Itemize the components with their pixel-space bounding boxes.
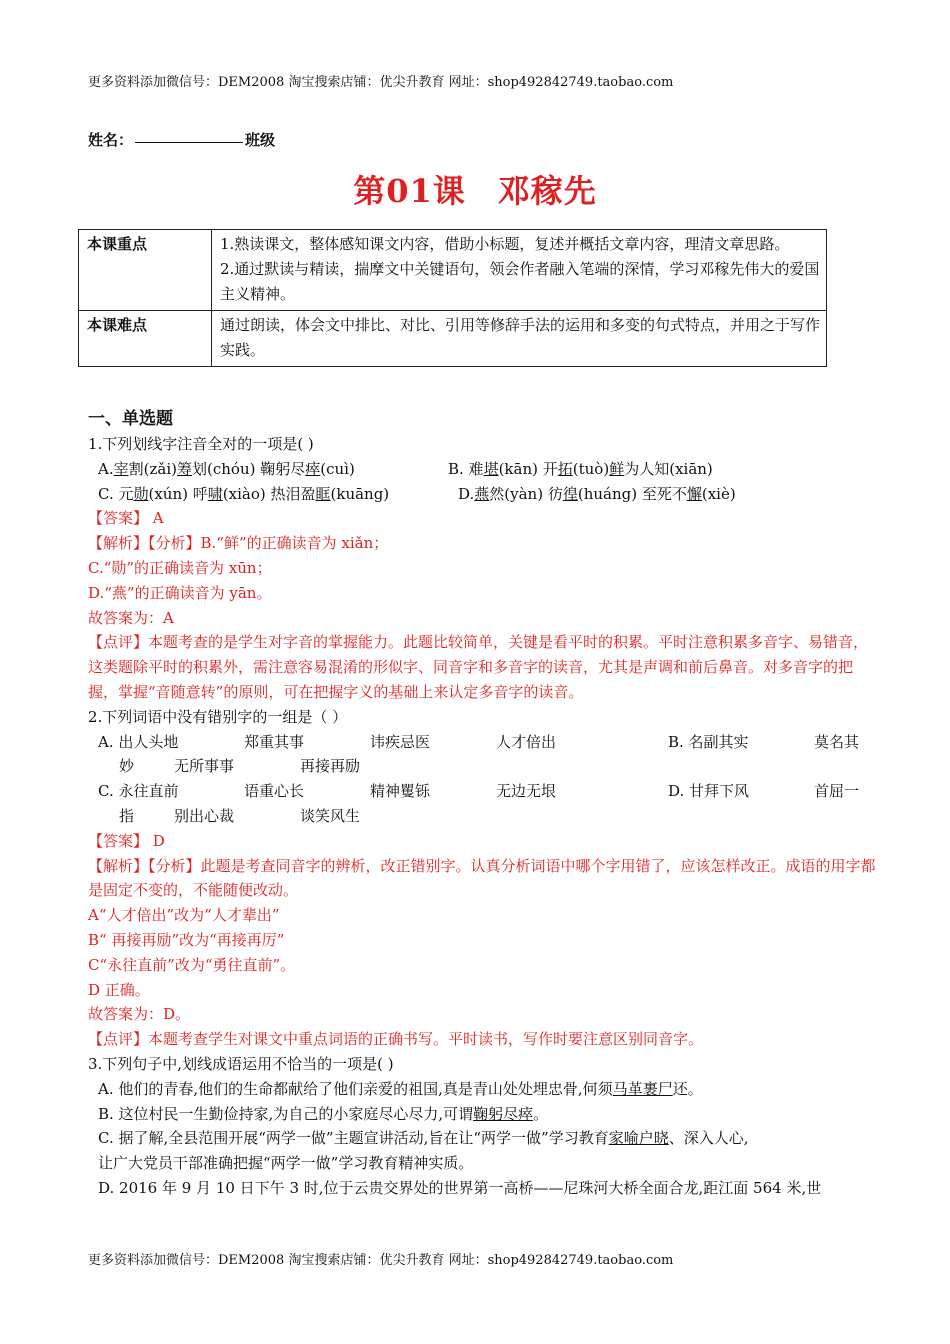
q1-answer: 【答案】 A bbox=[88, 509, 164, 528]
class-label: 班级 bbox=[245, 131, 276, 149]
q2-comment: 【点评】本题考查学生对课文中重点词语的正确书写。平时读书，写作时要注意区别同音字。 bbox=[88, 1030, 704, 1049]
exercise-body bbox=[88, 406, 878, 1201]
q2-answer: 【答案】 D bbox=[88, 831, 165, 850]
q3-option-d: D. 2016 年 9 月 10 日下午 3 时,位于云贵交界处的世界第一高桥——尼珠河大桥全面合龙,距江面 564 米,世 bbox=[98, 1178, 822, 1197]
name-blank bbox=[135, 142, 243, 143]
q2-d-word: 指 bbox=[119, 806, 135, 825]
q2-d-word: 别出心裁 bbox=[174, 806, 235, 825]
q2-c-word: 无边无垠 bbox=[496, 782, 557, 801]
q2-a-word: 讳疾忌医 bbox=[370, 732, 431, 751]
q3-option-c: C. 据了解,全县范围开展“两学一做”主题宣讲活动,旨在让“两学一做”学习教育家喻户晓、深入人心, bbox=[98, 1129, 749, 1148]
q3-option-c-cont: 让广大党员干部准确把握“两学一做”学习教育精神实质。 bbox=[98, 1154, 474, 1173]
q2-option-c-label: C. 永往直前 bbox=[98, 782, 179, 801]
lesson-title bbox=[0, 166, 950, 212]
q1-comment: 【点评】本题考查的是学生对字音的掌握能力。此题比较简单，关键是看平时的积累。平时注意积累多音字、易错音，这类题除平时的积累外，需注意容易混淆的形似字、同音字和多音字的读音，尤其是声调和前后鼻音。对多音字的把握，掌握“音随意转”的原则，可在把握字义的基础上来认定多音字的读音。 bbox=[88, 633, 869, 701]
q1-options-ab bbox=[88, 457, 878, 482]
q1-options-cd bbox=[88, 482, 878, 507]
q2-option-d-label: D. 甘拜下风 bbox=[668, 782, 750, 801]
q2-b-word: 无所事事 bbox=[174, 757, 235, 776]
q2-d-word: 谈笑风生 bbox=[300, 806, 361, 825]
q2-option-b-label: B. 名副其实 bbox=[668, 732, 749, 751]
q1-option-c: C. 元勋(xún) 呼啸(xiào) 热泪盈眶(kuāng) bbox=[98, 484, 390, 503]
q1-option-a: A.宰割(zǎi)筹划(chóu) 鞠躬尽瘁(cuì) bbox=[98, 459, 355, 478]
q2-fix-d: D 正确。 bbox=[88, 980, 150, 999]
q1-analysis: 【解析】【分析】B.“鲜”的正确读音为 xiǎn； bbox=[88, 534, 389, 553]
q1-analysis-c: C.“勋”的正确读音为 xūn； bbox=[88, 558, 272, 577]
q2-d-word: 首屈一 bbox=[814, 782, 860, 801]
q3-option-b: B. 这位村民一生勤俭持家,为自己的小家庭尽心尽力,可谓鞠躬尽瘁。 bbox=[98, 1104, 549, 1123]
q3-option-a: A. 他们的青春,他们的生命都献给了他们亲爱的祖国,真是青山处处埋忠骨,何须马革裹尸还。 bbox=[98, 1079, 703, 1098]
key-points-row bbox=[79, 230, 827, 311]
name-label: 姓名： bbox=[88, 131, 134, 149]
q2-options-cd bbox=[88, 779, 878, 804]
q2-fix-c: C“永往直前”改为“勇往直前”。 bbox=[88, 955, 296, 974]
difficulty-row bbox=[79, 311, 827, 367]
q2-c-word: 语重心长 bbox=[244, 782, 305, 801]
q2-a-word: 郑重其事 bbox=[244, 732, 305, 751]
q2-option-a-label: A. 出人头地 bbox=[98, 732, 179, 751]
name-class-line bbox=[88, 129, 275, 150]
q2-final: 故答案为：D。 bbox=[88, 1005, 191, 1024]
q2-options-ab bbox=[88, 730, 878, 755]
key-point-1: 1.熟读课文，整体感知课文内容，借助小标题，复述并概括文章内容，理清文章思路。 bbox=[220, 235, 790, 253]
q2-analysis: 【解析】【分析】此题是考查同音字的辨析，改正错别字。认真分析词语中哪个字用错了，应该怎样改正。成语的用字都是固定不变的，不能随便改动。 bbox=[88, 856, 876, 900]
q2-b-word: 妙 bbox=[119, 757, 135, 776]
q2-a-word: 人才倍出 bbox=[496, 732, 557, 751]
q2-b-word: 再接再励 bbox=[300, 757, 361, 776]
key-point-2: 2.通过默读与精读，揣摩文中关键语句，领会作者融入笔端的深情，学习邓稼先伟大的爱国主义精神。 bbox=[220, 260, 820, 303]
q1-final: 故答案为：A bbox=[88, 608, 174, 627]
q1-analysis-d: D.“燕”的正确读音为 yān。 bbox=[88, 583, 272, 602]
difficulty-label: 本课难点 bbox=[79, 311, 212, 367]
section-title: 一、单选题 bbox=[88, 409, 173, 429]
q2-stem: 2.下列词语中没有错别字的一组是（ ） bbox=[88, 707, 348, 726]
q1-option-d: D.燕然(yàn) 彷徨(huáng) 至死不懈(xiè) bbox=[458, 484, 736, 503]
page-footer: 更多资料添加微信号：DEM2008 淘宝搜索店铺：优尖升教育 网址：shop492842749.taobao.com bbox=[88, 1253, 674, 1268]
q3-stem: 3.下列句子中,划线成语运用不恰当的一项是( ) bbox=[88, 1054, 394, 1073]
page-header: 更多资料添加微信号：DEM2008 淘宝搜索店铺：优尖升教育 网址：shop492842749.taobao.com bbox=[88, 75, 674, 90]
q2-fix-b: B“ 再接再励”改为“再接再厉” bbox=[88, 930, 285, 949]
q2-c-word: 精神矍铄 bbox=[370, 782, 431, 801]
q2-options-d-cont bbox=[88, 804, 878, 829]
lesson-number: 第01课 bbox=[353, 172, 466, 210]
q2-fix-a: A“人才倍出”改为“人才辈出” bbox=[88, 906, 280, 925]
key-points-content bbox=[212, 230, 827, 311]
difficulty-content: 通过朗读，体会文中排比、对比、引用等修辞手法的运用和多变的句式特点，并用之于写作实践。 bbox=[212, 311, 827, 367]
q2-options-b-cont bbox=[88, 754, 878, 779]
lesson-name: 邓稼先 bbox=[497, 172, 597, 210]
key-points-label: 本课重点 bbox=[79, 230, 212, 311]
goals-table bbox=[78, 229, 827, 367]
q2-b-word: 莫名其 bbox=[814, 732, 860, 751]
q1-stem: 1.下列划线字注音全对的一项是( ) bbox=[88, 435, 314, 453]
q1-option-b: B. 难堪(kān) 开拓(tuò)鲜为人知(xiān) bbox=[448, 459, 713, 478]
